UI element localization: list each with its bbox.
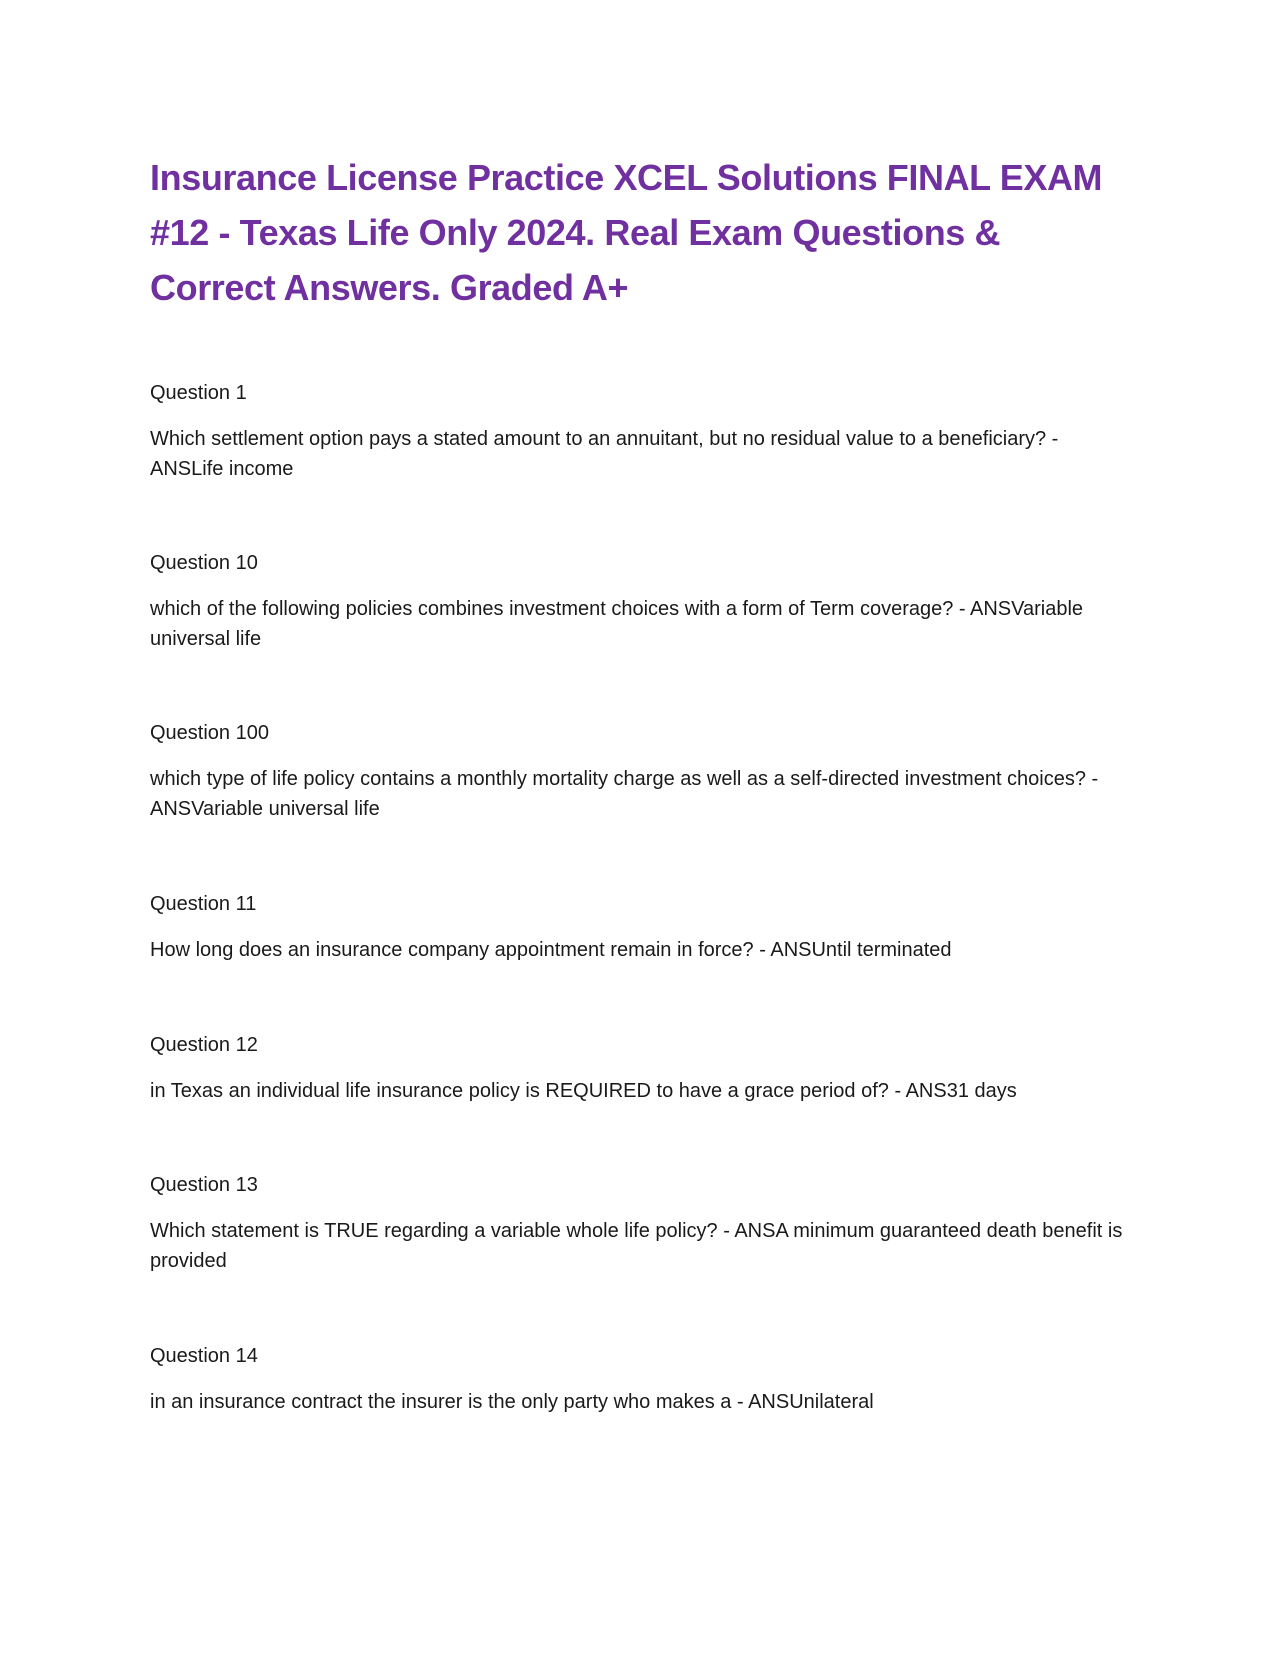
question-label: Question 11 xyxy=(150,893,257,915)
question-label: Question 1 xyxy=(150,382,247,404)
question-text: which type of life policy contains a monthly mortality charge as well as a self-directed investment choices? - ANSVariable universal life xyxy=(150,768,1099,820)
question-block xyxy=(150,1170,1130,1276)
document-title: Insurance License Practice XCEL Solutions FINAL EXAM #12 - Texas Life Only 2024. Real Exam Questions & Correct Answers. Graded A+ xyxy=(150,157,1103,308)
question-text: which of the following policies combines investment choices with a form of Term coverage? - ANSVariable universal life xyxy=(150,598,1084,650)
question-text: Which statement is TRUE regarding a variable whole life policy? - ANSA minimum guaranteed death benefit is provided xyxy=(150,1220,1123,1272)
question-block xyxy=(150,548,1130,654)
question-block xyxy=(150,718,1130,824)
question-block xyxy=(150,378,1130,484)
question-block xyxy=(150,889,1130,965)
question-block xyxy=(150,1030,1130,1106)
question-label: Question 12 xyxy=(150,1034,258,1056)
question-label: Question 14 xyxy=(150,1345,258,1367)
question-text: How long does an insurance company appointment remain in force? - ANSUntil terminated xyxy=(150,939,952,961)
question-text: in Texas an individual life insurance policy is REQUIRED to have a grace period of? - ANS31 days xyxy=(150,1080,1017,1102)
question-text: in an insurance contract the insurer is the only party who makes a - ANSUnilateral xyxy=(150,1391,874,1413)
question-text: Which settlement option pays a stated amount to an annuitant, but no residual value to a beneficiary? - ANSLife income xyxy=(150,428,1059,480)
question-label: Question 100 xyxy=(150,722,269,744)
question-label: Question 13 xyxy=(150,1174,258,1196)
question-block xyxy=(150,1341,1130,1417)
question-label: Question 10 xyxy=(150,552,258,574)
